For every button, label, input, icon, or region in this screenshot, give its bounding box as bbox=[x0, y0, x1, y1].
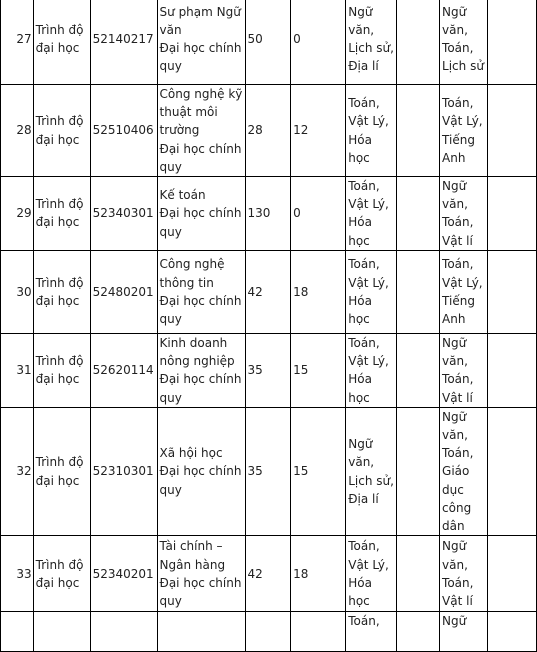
subject-combo-2-cell bbox=[396, 250, 439, 333]
subject-combo-1-line: Ngữ bbox=[348, 4, 373, 19]
quota-a-cell bbox=[245, 612, 291, 652]
empty-cell-cell bbox=[488, 250, 537, 333]
quota-b: 18 bbox=[293, 566, 309, 581]
subject-combo-3-line: Toán, bbox=[442, 96, 474, 111]
major-code-cell bbox=[90, 177, 157, 251]
quota-b-cell bbox=[291, 612, 346, 652]
quota-b: 18 bbox=[293, 284, 309, 299]
subject-combo-3-line: Toán, bbox=[442, 446, 474, 461]
quota-a: 28 bbox=[247, 123, 263, 138]
training-level-line: đại học bbox=[35, 132, 80, 147]
subject-combo-3-cell bbox=[440, 177, 488, 251]
subject-combo-1-line: Hóa bbox=[348, 132, 372, 147]
training-level-line: đại học bbox=[35, 575, 80, 590]
subject-combo-2-cell bbox=[396, 0, 439, 85]
quota-a: 42 bbox=[247, 566, 263, 581]
subject-combo-3-line: Vật lí bbox=[442, 390, 473, 405]
major-name-line: quy bbox=[159, 312, 182, 327]
major-name-cell bbox=[157, 85, 245, 177]
subject-combo-3-line: Tiếng bbox=[442, 293, 475, 308]
subject-combo-3-line: dân bbox=[442, 519, 465, 534]
major-name-line: Tài chính – bbox=[159, 539, 223, 554]
major-name-line: Kinh doanh bbox=[159, 335, 228, 350]
subject-combo-3-line: Toán, bbox=[442, 575, 474, 590]
subject-combo-3-line: Giáo bbox=[442, 464, 470, 479]
major-name-line: thuật môi bbox=[159, 105, 218, 120]
training-level-cell bbox=[33, 177, 90, 251]
major-name-cell bbox=[157, 612, 245, 652]
quota-b-cell bbox=[291, 250, 346, 333]
subject-combo-1-line: Hóa bbox=[348, 215, 372, 230]
quota-a-cell bbox=[245, 536, 291, 612]
subject-combo-1-line: văn, bbox=[348, 455, 375, 470]
subject-combo-1-line: Vật Lý, bbox=[348, 354, 389, 369]
subject-combo-1-cell bbox=[346, 177, 397, 251]
major-code: 52340201 bbox=[92, 566, 154, 581]
major-name-line: quy bbox=[159, 224, 182, 239]
subject-combo-3-cell bbox=[440, 407, 488, 535]
subject-combo-3-line: Ngữ bbox=[442, 539, 467, 554]
major-name-line: nông nghiệp bbox=[159, 354, 235, 369]
subject-combo-1-line: học bbox=[348, 390, 370, 405]
subject-combo-1-line: Lịch sử, bbox=[348, 41, 394, 55]
subject-combo-3-line: Ngữ bbox=[442, 179, 467, 194]
subject-combo-1-line: học bbox=[348, 593, 370, 608]
subject-combo-1-cell bbox=[346, 250, 397, 333]
training-level-line: đại học bbox=[35, 41, 80, 55]
subject-combo-1-line: văn, bbox=[348, 22, 375, 37]
row-number: 28 bbox=[16, 123, 32, 138]
empty-cell-cell bbox=[488, 612, 537, 652]
row-number-cell bbox=[1, 333, 34, 407]
training-level-cell bbox=[33, 407, 90, 535]
major-name-line: văn bbox=[159, 22, 182, 37]
major-code-cell bbox=[90, 612, 157, 652]
major-name-line: quy bbox=[159, 593, 182, 608]
subject-combo-3-line: Anh bbox=[442, 150, 466, 165]
quota-a: 35 bbox=[247, 363, 263, 378]
major-name-line: Sư phạm Ngữ bbox=[159, 4, 241, 19]
row-number: 31 bbox=[16, 363, 32, 378]
row-number-cell bbox=[1, 0, 34, 85]
row-number-cell bbox=[1, 177, 34, 251]
subject-combo-3-cell bbox=[440, 250, 488, 333]
quota-b: 0 bbox=[293, 206, 301, 221]
quota-a: 50 bbox=[247, 31, 263, 46]
row-number: 32 bbox=[16, 464, 32, 479]
major-name-line: Ngân hàng bbox=[159, 557, 226, 572]
subject-combo-2-cell bbox=[396, 333, 439, 407]
quota-a: 35 bbox=[247, 464, 263, 479]
subject-combo-1-cell bbox=[346, 0, 397, 85]
quota-b: 15 bbox=[293, 464, 309, 479]
major-code: 52340301 bbox=[92, 206, 154, 221]
subject-combo-3-cell bbox=[440, 0, 488, 85]
major-name-cell bbox=[157, 250, 245, 333]
major-name-line: Kế toán bbox=[159, 188, 206, 203]
subject-combo-3-line: Vật lí bbox=[442, 593, 473, 608]
subject-combo-1-line: học bbox=[348, 312, 370, 327]
table-body bbox=[1, 0, 537, 652]
major-name-cell bbox=[157, 536, 245, 612]
quota-b-cell bbox=[291, 177, 346, 251]
empty-cell-cell bbox=[488, 407, 537, 535]
row-number-cell bbox=[1, 85, 34, 177]
quota-a-cell bbox=[245, 333, 291, 407]
subject-combo-1-line: Toán, bbox=[348, 335, 380, 350]
subject-combo-3-cell bbox=[440, 536, 488, 612]
quota-a: 130 bbox=[247, 206, 271, 221]
training-level-line: Trình độ bbox=[35, 275, 84, 290]
subject-combo-3-line: công bbox=[442, 500, 472, 515]
subject-combo-1-line: Lịch sử, bbox=[348, 473, 394, 488]
subject-combo-2-cell bbox=[396, 407, 439, 535]
major-name-line: quy bbox=[159, 59, 182, 74]
training-level-line: Trình độ bbox=[35, 22, 84, 37]
subject-combo-1-line: Toán, bbox=[348, 614, 380, 629]
subject-combo-3-line: Vật Lý, bbox=[442, 275, 483, 290]
subject-combo-1-line: Địa lí bbox=[348, 59, 379, 74]
subject-combo-2-cell bbox=[396, 536, 439, 612]
training-level-line: Trình độ bbox=[35, 114, 84, 129]
major-name-line: quy bbox=[159, 159, 182, 174]
training-level-cell bbox=[33, 333, 90, 407]
major-name-line: Đại học chính bbox=[159, 141, 242, 156]
subject-combo-1-cell bbox=[346, 612, 397, 652]
major-name-line: Đại học chính bbox=[159, 293, 242, 308]
subject-combo-3-cell bbox=[440, 612, 488, 652]
subject-combo-3-line: Ngữ bbox=[442, 4, 467, 19]
quota-a: 42 bbox=[247, 284, 263, 299]
major-name-line: quy bbox=[159, 390, 182, 405]
subject-combo-3-cell bbox=[440, 85, 488, 177]
subject-combo-3-line: văn, bbox=[442, 22, 468, 37]
major-code: 52620114 bbox=[92, 363, 154, 378]
subject-combo-1-line: Ngữ bbox=[348, 437, 373, 452]
major-name-line: Đại học chính bbox=[159, 575, 242, 590]
subject-combo-3-line: Toán, bbox=[442, 372, 474, 387]
training-level-line: đại học bbox=[35, 215, 80, 230]
quota-b-cell bbox=[291, 85, 346, 177]
quota-b: 15 bbox=[293, 363, 309, 378]
empty-cell-cell bbox=[488, 0, 537, 85]
row-number: 30 bbox=[16, 284, 32, 299]
subject-combo-3-line: Vật Lý, bbox=[442, 114, 483, 129]
major-name-line: Công nghệ kỹ bbox=[159, 87, 243, 101]
quota-b: 0 bbox=[293, 31, 301, 46]
major-code: 52140217 bbox=[92, 31, 154, 46]
training-level-line: Trình độ bbox=[35, 455, 84, 470]
major-name-line: Công nghệ bbox=[159, 257, 225, 272]
row-number-cell bbox=[1, 536, 34, 612]
major-name-cell bbox=[157, 0, 245, 85]
major-code: 52310301 bbox=[92, 464, 154, 479]
major-name-line: trường bbox=[159, 123, 200, 138]
major-name-line: Đại học chính bbox=[159, 464, 242, 479]
subject-combo-1-line: Toán, bbox=[348, 539, 380, 554]
subject-combo-3-line: Ngữ bbox=[442, 409, 467, 424]
table-row bbox=[1, 0, 537, 85]
subject-combo-2-cell bbox=[396, 612, 439, 652]
major-name-line: thông tin bbox=[159, 275, 214, 290]
subject-combo-1-line: Hóa bbox=[348, 575, 372, 590]
subject-combo-1-line: Vật Lý, bbox=[348, 197, 389, 212]
subject-combo-3-line: Tiếng bbox=[442, 132, 475, 147]
table-row bbox=[1, 536, 537, 612]
subject-combo-1-line: Hóa bbox=[348, 372, 372, 387]
major-name-line: Đại học chính bbox=[159, 372, 242, 387]
empty-cell-cell bbox=[488, 333, 537, 407]
subject-combo-3-line: văn, bbox=[442, 197, 468, 212]
subject-combo-3-line: dục bbox=[442, 482, 464, 497]
subject-combo-3-cell bbox=[440, 333, 488, 407]
subject-combo-3-line: Ngữ bbox=[442, 335, 467, 350]
major-code-cell bbox=[90, 333, 157, 407]
subject-combo-3-line: Toán, bbox=[442, 215, 474, 230]
major-name-cell bbox=[157, 407, 245, 535]
training-level-line: đại học bbox=[35, 293, 80, 308]
training-level-cell bbox=[33, 250, 90, 333]
training-level-line: Trình độ bbox=[35, 557, 84, 572]
row-number: 33 bbox=[16, 566, 32, 581]
row-number-cell bbox=[1, 407, 34, 535]
subject-combo-1-cell bbox=[346, 536, 397, 612]
major-name-cell bbox=[157, 177, 245, 251]
table-row bbox=[1, 250, 537, 333]
training-level-cell bbox=[33, 85, 90, 177]
row-number: 29 bbox=[16, 206, 32, 221]
major-code-cell bbox=[90, 0, 157, 85]
empty-cell-cell bbox=[488, 85, 537, 177]
subject-combo-1-line: Địa lí bbox=[348, 491, 379, 506]
row-number: 27 bbox=[16, 31, 32, 46]
major-name-line: Đại học chính bbox=[159, 206, 242, 221]
major-name-line: Đại học chính bbox=[159, 41, 242, 55]
subject-combo-1-line: Vật Lý, bbox=[348, 114, 389, 129]
subject-combo-3-line: Anh bbox=[442, 312, 466, 327]
subject-combo-3-line: Ngữ bbox=[442, 614, 467, 629]
quota-b-cell bbox=[291, 536, 346, 612]
major-name-cell bbox=[157, 333, 245, 407]
subject-combo-1-cell bbox=[346, 333, 397, 407]
subject-combo-2-cell bbox=[396, 85, 439, 177]
subject-combo-1-line: Toán, bbox=[348, 96, 380, 111]
quota-b-cell bbox=[291, 407, 346, 535]
quota-a-cell bbox=[245, 177, 291, 251]
row-number-cell bbox=[1, 612, 34, 652]
quota-a-cell bbox=[245, 0, 291, 85]
subject-combo-3-line: Toán, bbox=[442, 41, 474, 55]
subject-combo-2-cell bbox=[396, 177, 439, 251]
row-number-cell bbox=[1, 250, 34, 333]
subject-combo-3-line: văn, bbox=[442, 354, 468, 369]
major-code-cell bbox=[90, 536, 157, 612]
subject-combo-1-line: học bbox=[348, 233, 370, 248]
major-code-cell bbox=[90, 250, 157, 333]
quota-b: 12 bbox=[293, 123, 309, 138]
training-level-cell bbox=[33, 612, 90, 652]
quota-a-cell bbox=[245, 250, 291, 333]
training-level-line: đại học bbox=[35, 473, 80, 488]
subject-combo-3-line: văn, bbox=[442, 557, 468, 572]
major-name-line: quy bbox=[159, 482, 182, 497]
subject-combo-1-line: Vật Lý, bbox=[348, 557, 389, 572]
table-row bbox=[1, 85, 537, 177]
subject-combo-1-line: học bbox=[348, 150, 370, 165]
major-code: 52480201 bbox=[92, 284, 154, 299]
subject-combo-1-line: Hóa bbox=[348, 293, 372, 308]
subject-combo-1-cell bbox=[346, 407, 397, 535]
major-code-cell bbox=[90, 407, 157, 535]
subject-combo-3-line: Vật lí bbox=[442, 233, 473, 248]
table-row bbox=[1, 407, 537, 535]
subject-combo-1-line: Toán, bbox=[348, 179, 380, 194]
training-level-cell bbox=[33, 0, 90, 85]
subject-combo-3-line: Toán, bbox=[442, 257, 474, 272]
quota-a-cell bbox=[245, 407, 291, 535]
empty-cell-cell bbox=[488, 536, 537, 612]
table-row bbox=[1, 333, 537, 407]
subject-combo-1-line: Vật Lý, bbox=[348, 275, 389, 290]
quota-b-cell bbox=[291, 0, 346, 85]
empty-cell-cell bbox=[488, 177, 537, 251]
subject-combo-3-line: Lịch sử bbox=[442, 59, 484, 74]
table-row bbox=[1, 177, 537, 251]
subject-combo-3-line: văn, bbox=[442, 428, 468, 443]
subject-combo-1-line: Toán, bbox=[348, 257, 380, 272]
training-level-cell bbox=[33, 536, 90, 612]
major-code: 52510406 bbox=[92, 123, 154, 138]
training-level-line: đại học bbox=[35, 372, 80, 387]
quota-b-cell bbox=[291, 333, 346, 407]
table-row bbox=[1, 612, 537, 652]
subject-combo-1-cell bbox=[346, 85, 397, 177]
quota-a-cell bbox=[245, 85, 291, 177]
training-level-line: Trình độ bbox=[35, 354, 84, 369]
major-code-cell bbox=[90, 85, 157, 177]
training-level-line: Trình độ bbox=[35, 197, 84, 212]
major-name-line: Xã hội học bbox=[159, 446, 223, 461]
